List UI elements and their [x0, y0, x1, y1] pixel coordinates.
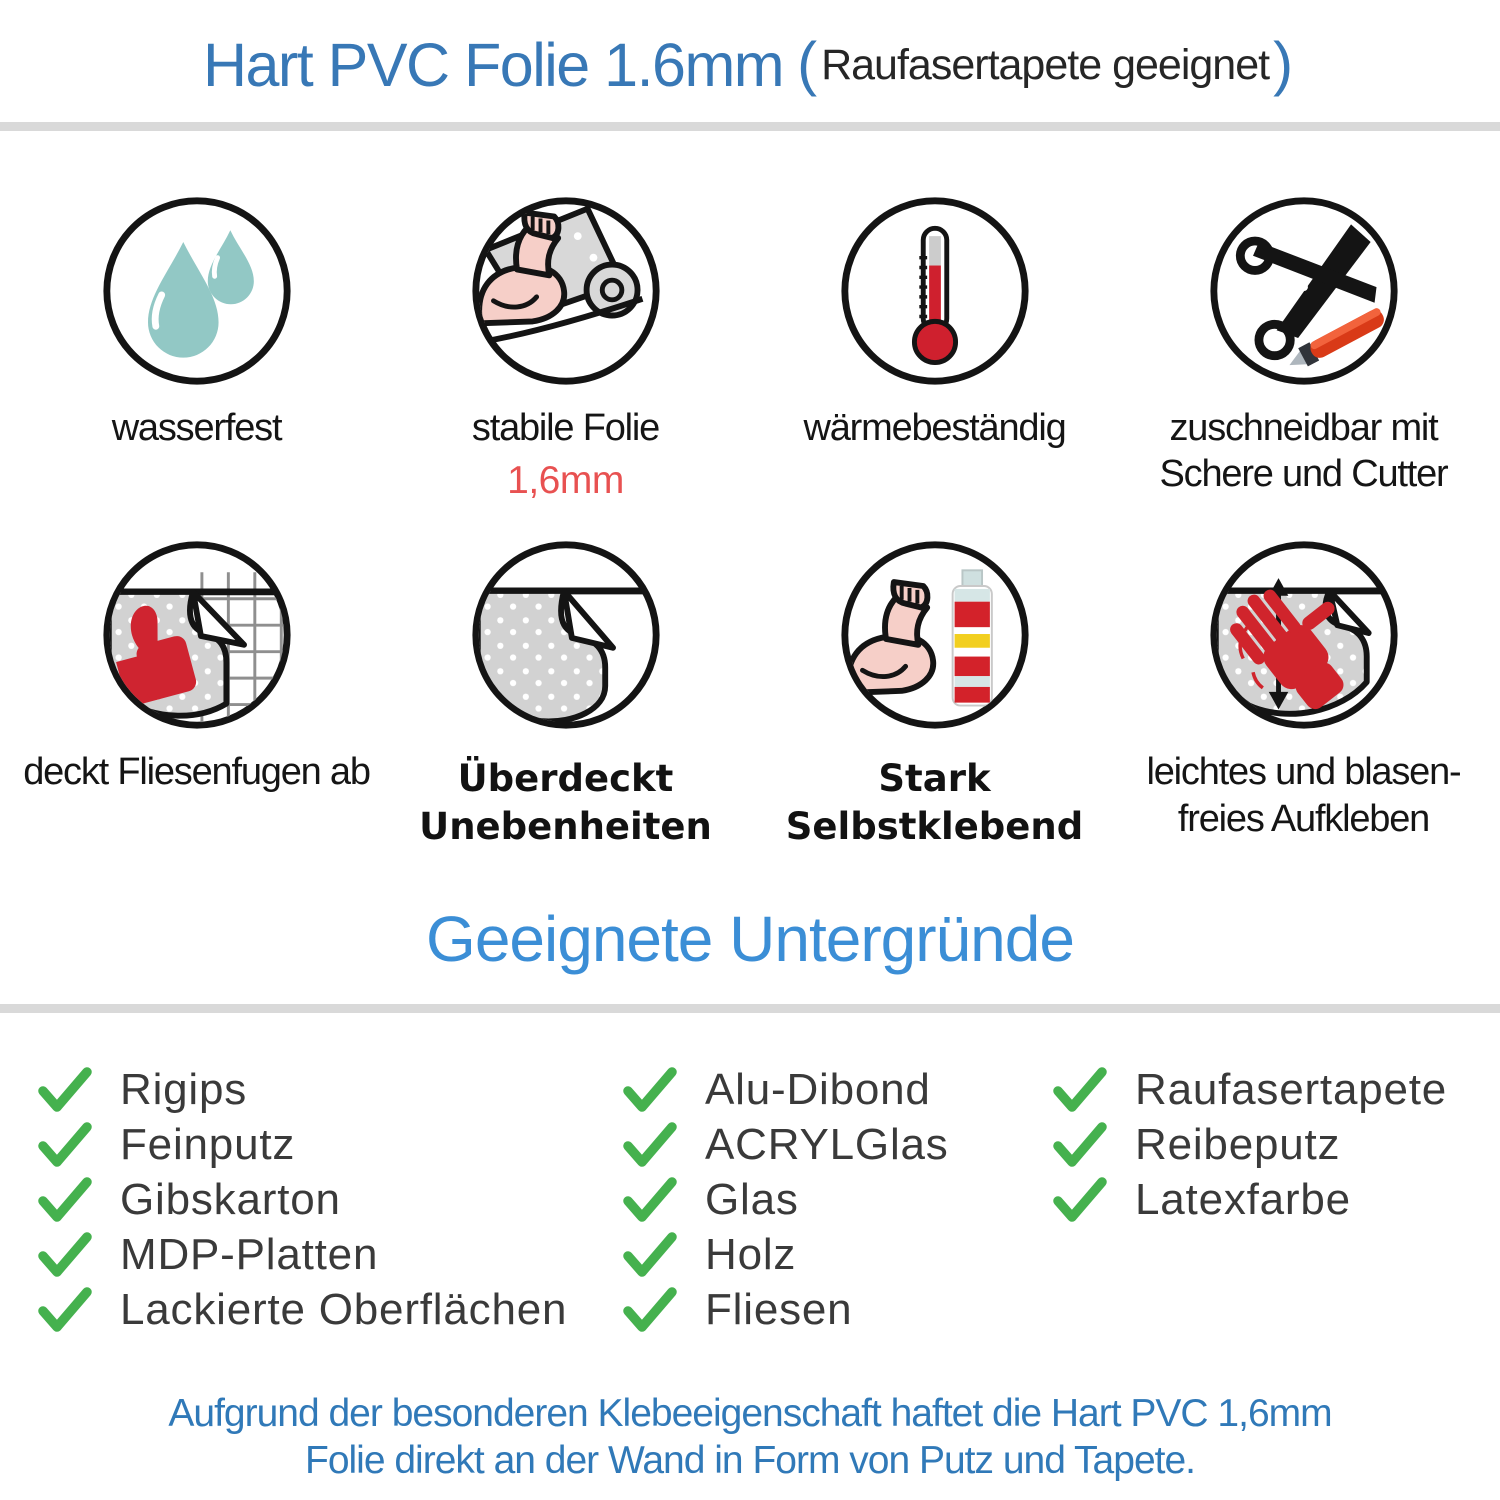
substrate-item: Reibeputz	[1053, 1118, 1500, 1173]
check-icon	[623, 1287, 677, 1333]
substrate-item: Glas	[623, 1173, 1053, 1228]
substrate-item: Rigips	[38, 1063, 623, 1118]
check-icon	[1053, 1122, 1107, 1168]
feature-self-adhesive	[750, 537, 1119, 851]
check-icon	[38, 1122, 92, 1168]
substrate-item: Fliesen	[623, 1283, 1053, 1338]
title-subtitle: Raufasertapete geeignet	[821, 40, 1270, 89]
product-infographic	[0, 30, 1500, 1500]
substrate-item: Latexfarbe	[1053, 1173, 1500, 1228]
feature-label: Stark Selbstklebend	[785, 757, 1084, 849]
substrates-column-2	[623, 1063, 1053, 1338]
substrate-item: Holz	[623, 1228, 1053, 1283]
thermometer-icon	[837, 193, 1033, 389]
substrate-item: Alu-Dibond	[623, 1063, 1053, 1118]
muscle-glue-icon	[837, 537, 1033, 733]
footer-line-2: Folie direkt an der Wand in Form von Putz und Tapete.	[305, 1439, 1195, 1483]
substrate-item: Lackierte Oberflächen	[38, 1283, 623, 1338]
feature-label: wärmebeständig	[803, 407, 1066, 449]
page-title	[0, 30, 1500, 100]
tile-thumb-icon	[99, 537, 295, 733]
check-icon	[623, 1067, 677, 1113]
feature-label: Überdeckt Unebenheiten	[419, 757, 712, 849]
footer-note	[0, 1390, 1500, 1485]
feature-covers-tile-joints	[12, 537, 381, 851]
substrate-item: Raufasertapete	[1053, 1063, 1500, 1118]
check-icon	[623, 1122, 677, 1168]
substrate-item: Feinputz	[38, 1118, 623, 1173]
feature-label: deckt Fliesenfugen ab	[23, 751, 370, 794]
check-icon	[623, 1232, 677, 1278]
title-main: Hart PVC Folie 1.6mm	[202, 31, 784, 99]
scissors-cutter-icon	[1206, 193, 1402, 389]
substrate-item: Gibskarton	[38, 1173, 623, 1228]
feature-bubble-free	[1119, 537, 1488, 851]
title-paren-close: )	[1273, 29, 1294, 97]
title-paren-open: (	[797, 29, 818, 97]
substrates-column-3	[1053, 1063, 1500, 1338]
feature-waterproof	[12, 193, 381, 503]
header	[0, 30, 1500, 100]
divider-top	[0, 122, 1500, 131]
feature-stable-foil	[381, 193, 750, 503]
muscle-foil-icon	[468, 193, 664, 389]
divider-middle	[0, 1004, 1500, 1013]
substrates-column-1	[38, 1063, 623, 1338]
feature-covers-unevenness	[381, 537, 750, 851]
check-icon	[1053, 1177, 1107, 1223]
feature-label: wasserfest	[111, 407, 282, 449]
check-icon	[38, 1177, 92, 1223]
substrate-item: MDP-Platten	[38, 1228, 623, 1283]
check-icon	[38, 1067, 92, 1113]
feature-label: zuschneidbar mit Schere und Cutter	[1159, 407, 1448, 496]
substrate-item: ACRYLGlas	[623, 1118, 1053, 1173]
feature-cuttable	[1119, 193, 1488, 503]
check-icon	[1053, 1067, 1107, 1113]
features-grid	[0, 193, 1500, 852]
check-icon	[38, 1232, 92, 1278]
footer-line-1: Aufgrund der besonderen Klebeeigenschaft haftet die Hart PVC 1,6mm	[168, 1391, 1332, 1435]
check-icon	[38, 1287, 92, 1333]
feature-heat-resistant	[750, 193, 1119, 503]
water-drops-icon	[99, 193, 295, 389]
thickness-value: 1,6mm	[507, 459, 624, 503]
check-icon	[623, 1177, 677, 1223]
feature-label: leichtes und blasen- freies Aufkleben	[1146, 751, 1461, 840]
foil-cover-icon	[468, 537, 664, 733]
substrates-list	[0, 1063, 1500, 1338]
feature-label: stabile Folie	[471, 407, 660, 449]
substrates-heading: Geeignete Untergründe	[426, 902, 1074, 975]
hand-press-icon	[1206, 537, 1402, 733]
